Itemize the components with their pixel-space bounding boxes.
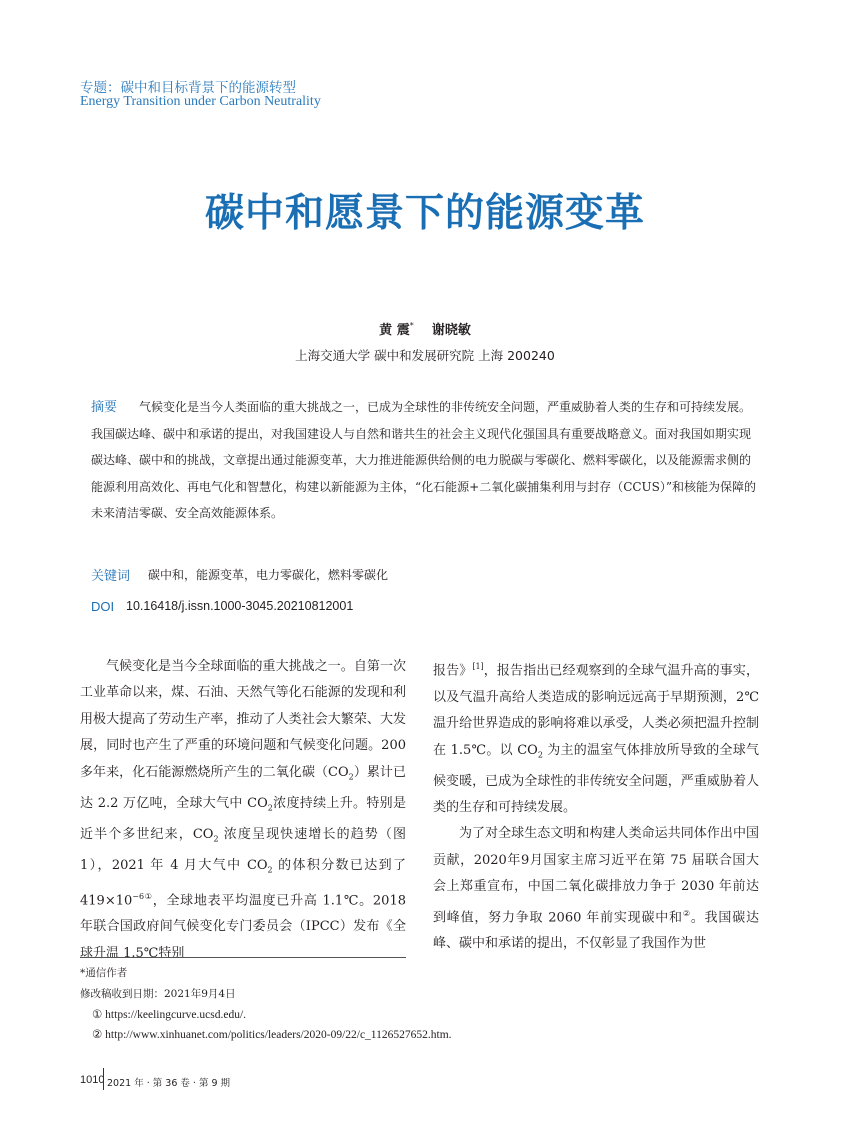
keywords-text: 碳中和，能源变革，电力零碳化，燃料零碳化	[148, 568, 389, 582]
footnote-url-2[interactable]: ② http://www.xinhuanet.com/politics/leaders/2020-09/22/c_1126527652.htm.	[92, 1029, 452, 1041]
footnote-url-1[interactable]: ① https://keelingcurve.ucsd.edu/.	[92, 1009, 247, 1021]
issue-info: 2021 年 · 第 36 卷 · 第 9 期	[107, 1078, 231, 1089]
keywords-label: 关键词	[91, 569, 131, 584]
citation-ref[interactable]: [1]	[472, 662, 484, 671]
author-name: 谢晓敏	[431, 323, 471, 338]
series-title-cn: 专题：碳中和目标背景下的能源转型	[80, 80, 296, 96]
author-line	[0, 319, 850, 338]
body-column-left	[80, 654, 406, 967]
doi-label: DOI	[91, 599, 115, 614]
body-paragraph: 报告》[1]，报告指出已经观察到的全球气温升高的事实，以及气温升高给人类造成的影响远远高于早期预测，2℃ 温升给世界造成的影响将难以承受，人类必须把温升控制在 1.5℃。以 $CO_2$ 为主的温室气体排放所导致的全球气候变暖，已成为全球性的非传统安全问题，严重威胁着人类的生存和可持续发展。	[433, 662, 759, 815]
abstract-text: 气候变化是当今人类面临的重大挑战之一，已成为全球性的非传统安全问题，严重威胁着人类的生存和可持续发展。我国碳达峰、碳中和承诺的提出，对我国建设人与自然和谐共生的社会主义现代化强国具有重要战略意义。面对我国如期实现碳达峰、碳中和的挑战，文章提出通过能源变革，大力推进能源供给侧的电力脱碳与零碳化、燃料零碳化，以及能源需求侧的能源利用高效化、再电气化和智慧化，构建以新能源为主体，“化石能源+二氧化碳捕集利用与封存（CCUS）”和核能为保障的未来清洁零碳、安全高效能源体系。	[91, 400, 757, 520]
corresponding-mark: *	[409, 321, 414, 330]
footnote-corresponding: *通信作者	[80, 967, 128, 979]
affiliation: 上海交通大学 碳中和发展研究院 上海 200240	[295, 348, 555, 363]
body-column-right	[433, 654, 759, 958]
body-paragraph: 为了对全球生态文明和构建人类命运共同体作出中国贡献，2020年9月国家主席习近平在第 75 届联合国大会上郑重宣布，中国二氧化碳排放力争于 2030 年前达到峰值，努力争取 2060 年前实现碳中和②。我国碳达峰、碳中和承诺的提出，不仅彰显了我国作为世	[433, 826, 759, 952]
doi-value[interactable]: 10.16418/j.issn.1000-3045.20210812001	[126, 599, 354, 613]
author-name: 黄 震	[379, 323, 410, 338]
series-title-en: Energy Transition under Carbon Neutrality	[80, 94, 321, 109]
footnote-ref[interactable]: ②	[682, 908, 691, 918]
abstract-label: 摘要	[91, 400, 118, 415]
page-number: 1010	[80, 1074, 105, 1086]
footnote-revised-date: 修改稿收到日期：2021年9月4日	[80, 988, 236, 1000]
footnote-divider	[80, 957, 406, 958]
article-title: 碳中和愿景下的能源变革	[204, 191, 645, 236]
footer-divider	[103, 1068, 104, 1090]
body-paragraph: 气候变化是当今全球面临的重大挑战之一。自第一次工业革命以来，煤、石油、天然气等化石能源的发现和利用极大提高了劳动生产率，推动了人类社会大繁荣、大发展，同时也产生了严重的环境问题和气候变化问题。200 多年来，化石能源燃烧所产生的二氧化碳$(CO_2)$累计已达 2.2 万亿吨，全球大气中 $CO_2$浓度持续上升。特别是近半个多世纪来，$CO_2$ 浓度呈现快速增长的趋势（图 1），2021 年 4 月大气中 $CO_2$ 的体积分数已达到了 $419\times 10^{-6①}$，全球地表平均温度已升高 1.1℃。2018 年联合国政府间气候变化专门委员会（IPCC）发布《全球升温 1.5℃特别	[80, 659, 406, 961]
